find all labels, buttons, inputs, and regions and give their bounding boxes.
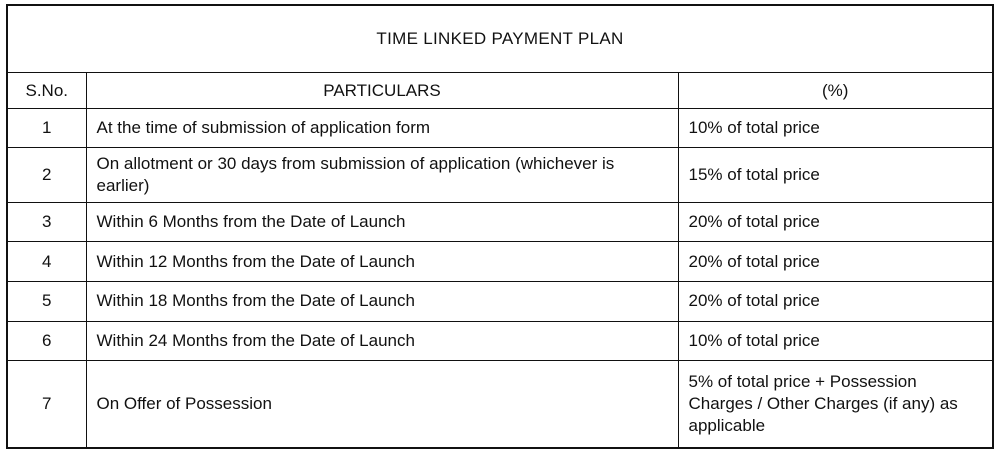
- table-row: [8, 108, 992, 148]
- row-percent: 20% of total price: [678, 242, 992, 282]
- table-row: [8, 321, 992, 361]
- row-sno: 4: [8, 242, 86, 282]
- table-row: [8, 361, 992, 447]
- table-row: [8, 202, 992, 242]
- row-sno: 7: [8, 361, 86, 447]
- header-sno: S.No.: [8, 73, 86, 108]
- payment-plan-sheet: [6, 4, 994, 449]
- header-particulars: PARTICULARS: [86, 73, 678, 108]
- table-row: [8, 148, 992, 203]
- row-sno: 6: [8, 321, 86, 361]
- table-row: [8, 282, 992, 322]
- table-row: [8, 242, 992, 282]
- row-particulars: On allotment or 30 days from submission of application (whichever is earlier): [86, 148, 678, 203]
- table-title: TIME LINKED PAYMENT PLAN: [8, 6, 992, 73]
- row-particulars: Within 24 Months from the Date of Launch: [86, 321, 678, 361]
- row-particulars: Within 12 Months from the Date of Launch: [86, 242, 678, 282]
- row-particulars: Within 18 Months from the Date of Launch: [86, 282, 678, 322]
- row-percent: 20% of total price: [678, 202, 992, 242]
- row-percent: 15% of total price: [678, 148, 992, 203]
- row-percent: 20% of total price: [678, 282, 992, 322]
- row-sno: 3: [8, 202, 86, 242]
- row-percent: 10% of total price: [678, 321, 992, 361]
- row-percent: 5% of total price + Possession Charges / Other Charges (if any) as applicable: [678, 361, 992, 447]
- header-percent: (%): [678, 73, 992, 108]
- row-particulars: At the time of submission of application form: [86, 108, 678, 148]
- header-row: [8, 73, 992, 108]
- row-particulars: On Offer of Possession: [86, 361, 678, 447]
- payment-plan-table: [8, 6, 992, 447]
- title-row: [8, 6, 992, 73]
- row-sno: 5: [8, 282, 86, 322]
- row-sno: 1: [8, 108, 86, 148]
- row-percent: 10% of total price: [678, 108, 992, 148]
- row-particulars: Within 6 Months from the Date of Launch: [86, 202, 678, 242]
- row-sno: 2: [8, 148, 86, 203]
